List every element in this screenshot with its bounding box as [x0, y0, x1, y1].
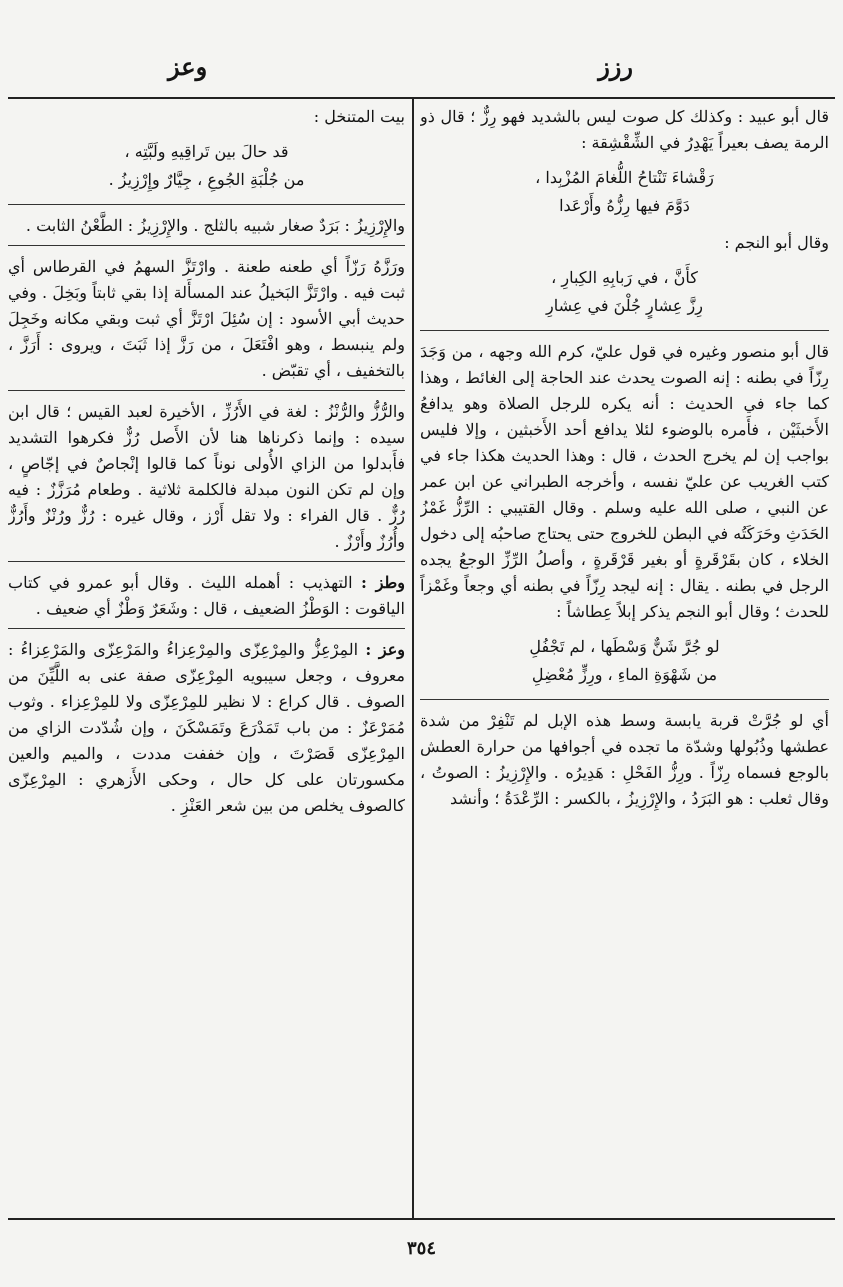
verse — [420, 264, 829, 320]
verse — [8, 138, 405, 194]
section-separator — [8, 204, 405, 205]
verse-line: رَقْشاءَ تَنْتاحُ اللُّغامَ المُزْبِدا ، — [535, 168, 714, 187]
verse-line: دَوَّمَ فيها رِزُّهُ وأَرْعَدا — [559, 196, 690, 215]
section-separator — [8, 628, 405, 629]
header-root-word: رزز — [598, 52, 633, 81]
paragraph: أي لو جُرَّتْ قربة يابسة وسط هذه الإبل لم تَنْفِرْ من شدة عطشها وذُبُولها وشدّة ما تجده في أجوافها من حرارة العطش بالوجع فسماه رِزّاً . ورِزُّ الفَحْلِ : هَدِيرُه . والإِرْزِيزُ : الصوتُ ، وقال ثعلب : هو البَرَدُ ، والإِرْزِيزُ ، بالكسر : الرِّعْدَةُ ؛ وأنشد — [420, 711, 829, 808]
section-separator — [420, 330, 829, 331]
paragraph: والرُّزُّ والرُّنْزُ : لغة في الأَرُزِّ ، الأخيرة لعبد القيس ؛ قال ابن سيده : وإنما ذكرناها هنا لأن الأَصل رُزٌّ فكرهوا التشديد فأَبدلوا من الزاي الأُولى نوناً كما قالوا إنْجاصٌ في إجّاصٍ ، وإن لم تكن النون مبدلة فالكلمة ثلاثية . وطعام مُرَزَّزٌ : فيه رُزٌّ . قال الفراء : ولا تقل أَرْز ، وقال غيره : رُزٌّ ورُنْزٌ وأَرُزٌّ وأُرُزٌ وأَرْزٌ . — [8, 402, 405, 551]
entry-body: المِرْعِزُّ والمِرْعِزّى والمِرْعِزاءُ والمَرْعِزّى والمَرْعِزاءُ : معروف ، وجعل سيبويه المِرْعِزّى صفة عنى به اللَّيِّنَ من الصوف . قال كراع : لا نظير للمِرْعِزّى ولا للمِرْعِزاء . وثوب مُمَرْعَزٌ : من باب تَمَدْرَعَ وتَمَسْكَنَ ، وإن شُدّدت الزاي من المِرْعِزّى قَصَرْتَ ، وإن خففت مددت ، والميم والعين مكسورتان على كل حال ، وحكى الأَزهري : المِرْعِزّى كالصوف يخلص من بين شعر العَنْزِ . — [8, 640, 405, 815]
page-number: ٣٥٤ — [406, 1238, 436, 1259]
right-column — [420, 104, 829, 1214]
verse — [420, 164, 829, 220]
section-separator — [8, 561, 405, 562]
paragraph: قال أبو منصور وغيره في قول عليّ، كرم الله وجهه ، من وَجَدَ رِزّاً في بطنه : إنه الصوت يحدث عند الحاجة إلى الغائط ، وهذا كما جاء في الحديث : أنه يكره للرجل الصلاة وهو يدافعُ الأَخبثَيْن ، فأَمره بالوضوء لئلا يدافع أحد الأَخبثين ، وإلا فليس بواجب إن لم يخرج الحدث ، قال : وهذا الحديث هكذا جاء في كتب الغريب عن عليّ نفسه ، وأخرجه الطبراني عن ابن عمر عن النبي ، صلى الله عليه وسلم . وقال القتيبي : الرِّزُّ غَمْزُ الحَدَثِ وحَرَكَتُه في البطن للخروج حتى يحتاج صاحبُه إلى دخول الخلاء ، كان بقَرْقَرةٍ أو بغير قَرْقَرةٍ ، وأصلُ الرِّزِّ الوجعُ يجده الرجل في بطنه . يقال : إنه ليجد رِزّاً في بطنه أي وجعاً وغَمْزاً للحدث ؛ وقال أبو النجم يذكر إبلاً عِطاشاً : — [420, 342, 829, 621]
section-separator — [8, 390, 405, 391]
paragraph: قال أبو عبيد : وكذلك كل صوت ليس بالشديد فهو رِزٌّ ؛ قال ذو الرمة يصف بعيراً يَهْدِرُ في الشِّقْشِقة : — [420, 107, 829, 152]
verse-line: لو جُرَّ شَنٌّ وَسْطَها ، لم تَجْفُلِ — [529, 637, 720, 656]
header-last-root-word: وعز — [168, 52, 208, 81]
verse-line: من شَهْوَةِ الماءِ ، ورِزٍّ مُعْضِلِ — [531, 665, 718, 684]
bottom-rule — [8, 1218, 835, 1220]
left-column — [8, 104, 405, 1214]
entry-headword: وطز : — [360, 573, 405, 592]
verse-line: قد حالَ بين تَراقِيهِ ولَبَّتِه ، — [124, 142, 289, 161]
paragraph: والإِرْزِيزُ : بَرَدٌ صغار شبيه بالثلج . والإِرْزِيزُ : الطَّعْنُ الثابت . — [25, 216, 405, 235]
paragraph: بيت المتنخل : — [313, 107, 405, 126]
column-divider — [412, 99, 414, 1218]
verse-line: رِزَّ عِشارٍ جُلْنَ في عِشارِ — [546, 296, 703, 315]
verse — [420, 633, 829, 689]
verse-line: من جُلْبَةِ الجُوعِ ، جِيَّارٌ وإِرْزِيزُ . — [108, 170, 305, 189]
entry-watz — [8, 570, 405, 622]
section-separator — [8, 245, 405, 246]
paragraph: ورَزَّهُ رَزّاً أي طعنه طعنة . وارْتَزَّ السهمُ في القرطاس أي ثبت فيه . وارْتَزَّ البَخيلُ عند المسأَلة إذا بقي ثابتاً وبَخِلَ . وفي حديث أبي الأسود : إن سُئِلَ ارْتَزَّ أي ثبت وبقي مكانه وخَجِلَ ولم ينبسط ، وهو افْتَعَلَ ، من رَزَّ إذا ثَبَتَ ، ويروى : أَرَزَّ ، بالتخفيف ، أي تقبّض . — [8, 257, 405, 380]
top-rule — [8, 97, 835, 99]
paragraph: وقال أبو النجم : — [724, 233, 829, 252]
entry-body: التهذيب : أهمله الليث . وقال أبو عمرو في كتاب الياقوت : الوَطْزُ الضعيف ، قال : وشَعَرٌ وَطْزٌ أي ضعيف . — [8, 573, 405, 618]
section-separator — [420, 699, 829, 700]
entry-waz — [8, 637, 405, 819]
verse-line: كأَنَّ ، في رَبابِهِ الكِبارِ ، — [551, 268, 698, 287]
entry-headword: وعز : — [365, 640, 405, 659]
